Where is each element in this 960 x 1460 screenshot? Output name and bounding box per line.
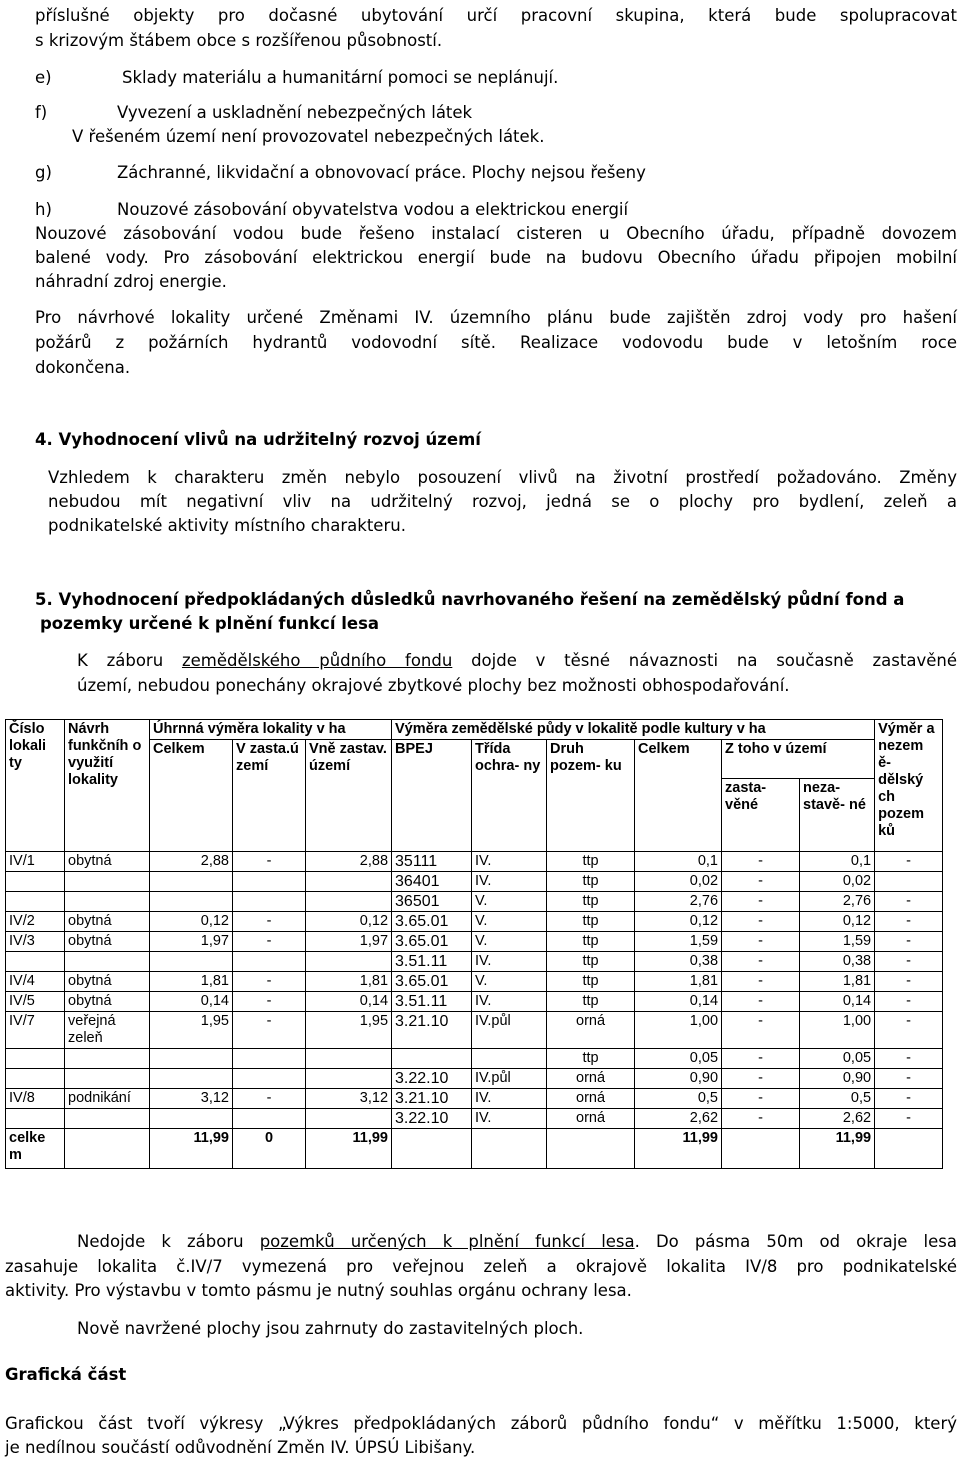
- cell-celkem: [150, 892, 233, 912]
- les-line-2: zasahuje lokalita č.IV/7 vymezená pro veřejnou zeleň a okrajově lokalita IV/8 pro podnikatelské: [5, 1257, 957, 1276]
- header-trida: Třída ochra- ny: [472, 740, 547, 852]
- cell-celkem-2: 0,05: [635, 1049, 722, 1069]
- cell-mimo-zast: [306, 952, 392, 972]
- cell-cislo: [6, 1109, 65, 1129]
- cell-navrh: obytná: [65, 932, 150, 952]
- cell-mimo-zast: [306, 892, 392, 912]
- item-h-line-5: požárů z požárních hydrantů vodovodní sítě. Realizace vodovodu bude v letošním roce: [35, 333, 957, 352]
- section-4-line-2: nebudou mít negativní vliv na udržitelný rozvoj, jedná se o plochy pro bydlení, zeleň a: [48, 492, 957, 511]
- cell-nezastavene: 0,02: [800, 872, 875, 892]
- item-h-line-1: Nouzové zásobování vodou bude řešeno instalací cisteren u Obecního úřadu, případně dovozem: [35, 224, 957, 243]
- cell-celkem-2: 0,90: [635, 1069, 722, 1089]
- header-nezem: Výměr a nezem ě- dělský ch pozem ků: [875, 720, 943, 852]
- cell-zastavene: -: [722, 912, 800, 932]
- cell-nezem: -: [875, 992, 943, 1012]
- cell-navrh: [65, 1049, 150, 1069]
- cell-trida: IV.: [472, 852, 547, 872]
- cell-nezastavene: 0,14: [800, 992, 875, 1012]
- cell-v-zast: -: [233, 992, 306, 1012]
- cell-nezem: -: [875, 852, 943, 872]
- cell-nezastavene: 0,05: [800, 1049, 875, 1069]
- table-row: [6, 1049, 943, 1069]
- cell-celkem: 3,12: [150, 1089, 233, 1109]
- cell-druh: ttp: [547, 992, 635, 1012]
- cell-trida: V.: [472, 932, 547, 952]
- cell-celkem-2: 1,59: [635, 932, 722, 952]
- table-row: [6, 932, 943, 952]
- item-f-text: Vyvezení a uskladnění nebezpečných látek: [117, 103, 473, 122]
- cell-celkem-2: 0,12: [635, 912, 722, 932]
- cell-nezastavene: 1,59: [800, 932, 875, 952]
- cell-zastavene: -: [722, 1109, 800, 1129]
- graficka-heading: Grafická část: [5, 1365, 127, 1384]
- cell-druh: orná: [547, 1012, 635, 1049]
- cell-celkem: 1,95: [150, 1012, 233, 1049]
- cell-cislo: IV/3: [6, 932, 65, 952]
- cell-mimo-zast: [306, 1109, 392, 1129]
- item-g-text: Záchranné, likvidační a obnovovací práce. Plochy nejsou řešeny: [117, 163, 646, 182]
- cell-celkem-2: 0,5: [635, 1089, 722, 1109]
- cell-nezem: -: [875, 892, 943, 912]
- cell-cislo: [6, 1049, 65, 1069]
- cell-celkem: [150, 952, 233, 972]
- cell-druh: ttp: [547, 892, 635, 912]
- cell-nezem: -: [875, 1109, 943, 1129]
- cell-celkem: 1,97: [150, 932, 233, 952]
- cell-nezastavene: 2,76: [800, 892, 875, 912]
- les-link-text: pozemků určených k plnění funkcí lesa: [259, 1232, 635, 1251]
- table-row: [6, 952, 943, 972]
- table-row: [6, 872, 943, 892]
- total-v-zast: 0: [233, 1129, 306, 1169]
- cell-druh: ttp: [547, 852, 635, 872]
- cell-trida: IV.půl: [472, 1012, 547, 1049]
- cell-zastavene: -: [722, 932, 800, 952]
- cell-v-zast: -: [233, 912, 306, 932]
- cell-v-zast: [233, 1069, 306, 1089]
- cell-nezastavene: 0,12: [800, 912, 875, 932]
- cell-trida: V.: [472, 912, 547, 932]
- cell-celkem: 2,88: [150, 852, 233, 872]
- cell-trida: V.: [472, 892, 547, 912]
- cell-celkem-2: 0,02: [635, 872, 722, 892]
- cell-bpej: [392, 1049, 472, 1069]
- cell-celkem: 0,14: [150, 992, 233, 1012]
- cell-celkem-2: 1,81: [635, 972, 722, 992]
- cell-nezem: -: [875, 1012, 943, 1049]
- total-celkem-2: 11,99: [635, 1129, 722, 1169]
- header-z-toho: Z toho v území: [722, 740, 875, 779]
- cell-navrh: [65, 952, 150, 972]
- section-5-heading-2: pozemky určené k plnění funkcí lesa: [40, 614, 380, 633]
- item-e-marker: e): [35, 68, 52, 87]
- item-h-line-6: dokončena.: [35, 358, 131, 377]
- cell-trida: IV.: [472, 992, 547, 1012]
- cell-zastavene: -: [722, 992, 800, 1012]
- cell-cislo: IV/4: [6, 972, 65, 992]
- header-bpej: BPEJ: [392, 740, 472, 852]
- cell-nezastavene: 0,38: [800, 952, 875, 972]
- cell-v-zast: [233, 872, 306, 892]
- cell-celkem-2: 0,1: [635, 852, 722, 872]
- cell-nezastavene: 0,1: [800, 852, 875, 872]
- cell-bpej: 3.51.11: [392, 992, 472, 1012]
- header-celkem-2: Celkem: [635, 740, 722, 852]
- table-row: [6, 912, 943, 932]
- cell-v-zast: -: [233, 932, 306, 952]
- cell-mimo-zast: 1,95: [306, 1012, 392, 1049]
- cell-navrh: obytná: [65, 992, 150, 1012]
- total-celkem: 11,99: [150, 1129, 233, 1169]
- cell-navrh: [65, 1069, 150, 1089]
- zpf-table: [5, 719, 943, 1169]
- cell-mimo-zast: [306, 1049, 392, 1069]
- cell-celkem: [150, 1109, 233, 1129]
- item-g-marker: g): [35, 163, 52, 182]
- header-vymera-zpf: Výměra zemědělské půdy v lokalitě podle kultury v ha: [392, 720, 875, 740]
- cell-navrh: veřejná zeleň: [65, 1012, 150, 1049]
- cell-nezem: -: [875, 1049, 943, 1069]
- header-druh: Druh pozem- ku: [547, 740, 635, 852]
- cell-zastavene: -: [722, 852, 800, 872]
- item-f-detail: V řešeném území není provozovatel nebezpečných látek.: [72, 127, 545, 146]
- cell-bpej: 36501: [392, 892, 472, 912]
- cell-nezastavene: 1,00: [800, 1012, 875, 1049]
- cell-mimo-zast: [306, 1069, 392, 1089]
- cell-trida: IV.: [472, 952, 547, 972]
- cell-druh: orná: [547, 1069, 635, 1089]
- table-row: [6, 1109, 943, 1129]
- header-v-zast: V zasta.ú zemí: [233, 740, 306, 852]
- total-nezast: 11,99: [800, 1129, 875, 1169]
- section-5-paragraph-line-2: území, nebudou ponechány okrajové zbytkové plochy bez možnosti obhospodařování.: [77, 676, 790, 695]
- cell-v-zast: [233, 1049, 306, 1069]
- cell-druh: ttp: [547, 912, 635, 932]
- cell-bpej: 36401: [392, 872, 472, 892]
- header-zastavene: zasta- věné: [722, 779, 800, 852]
- les-line-1: Nedojde k záboru pozemků určených k plnění funkcí lesa. Do pásma 50m od okraje lesa: [77, 1232, 957, 1251]
- cell-nezastavene: 0,90: [800, 1069, 875, 1089]
- total-label: celke m: [6, 1129, 65, 1169]
- cell-nezem: -: [875, 912, 943, 932]
- section-4-heading: 4. Vyhodnocení vlivů na udržitelný rozvoj území: [35, 430, 481, 449]
- cell-nezastavene: 1,81: [800, 972, 875, 992]
- item-h-line-3: náhradní zdroj energie.: [35, 272, 227, 291]
- cell-nezem: -: [875, 932, 943, 952]
- cell-nezastavene: 2,62: [800, 1109, 875, 1129]
- cell-v-zast: -: [233, 852, 306, 872]
- cell-zastavene: -: [722, 1049, 800, 1069]
- cell-celkem-2: 0,14: [635, 992, 722, 1012]
- cell-cislo: [6, 1069, 65, 1089]
- cell-celkem-2: 1,00: [635, 1012, 722, 1049]
- cell-bpej: 3.22.10: [392, 1069, 472, 1089]
- cell-zastavene: -: [722, 1012, 800, 1049]
- cell-cislo: IV/7: [6, 1012, 65, 1049]
- cell-cislo: [6, 892, 65, 912]
- cell-bpej: 35111: [392, 852, 472, 872]
- cell-navrh: obytná: [65, 912, 150, 932]
- cell-zastavene: -: [722, 892, 800, 912]
- table-row: [6, 852, 943, 872]
- cell-bpej: 3.22.10: [392, 1109, 472, 1129]
- header-navrh: Návrh funkčníh o využití lokality: [65, 720, 150, 852]
- cell-druh: ttp: [547, 1049, 635, 1069]
- header-cislo: Číslo lokali ty: [6, 720, 65, 852]
- cell-cislo: IV/8: [6, 1089, 65, 1109]
- cell-druh: ttp: [547, 872, 635, 892]
- cell-zastavene: -: [722, 972, 800, 992]
- cell-mimo-zast: 0,12: [306, 912, 392, 932]
- cell-bpej: 3.65.01: [392, 912, 472, 932]
- intro-line-2: s krizovým štábem obce s rozšířenou působností.: [35, 31, 443, 50]
- header-celkem: Celkem: [150, 740, 233, 852]
- cell-cislo: [6, 872, 65, 892]
- cell-trida: IV.půl: [472, 1069, 547, 1089]
- cell-navrh: podnikání: [65, 1089, 150, 1109]
- intro-line-1: příslušné objekty pro dočasné ubytování určí pracovní skupina, která bude spolupracovat: [35, 6, 957, 25]
- cell-zastavene: -: [722, 1089, 800, 1109]
- cell-nezem: -: [875, 1089, 943, 1109]
- cell-celkem: 1,81: [150, 972, 233, 992]
- section-5-heading-1: 5. Vyhodnocení předpokládaných důsledků navrhovaného řešení na zemědělský půdní fond a: [35, 590, 905, 609]
- cell-celkem-2: 0,38: [635, 952, 722, 972]
- cell-druh: orná: [547, 1109, 635, 1129]
- cell-mimo-zast: 1,81: [306, 972, 392, 992]
- cell-celkem: 0,12: [150, 912, 233, 932]
- cell-navrh: [65, 872, 150, 892]
- cell-druh: ttp: [547, 972, 635, 992]
- cell-cislo: [6, 952, 65, 972]
- cell-v-zast: -: [233, 1012, 306, 1049]
- cell-mimo-zast: 1,97: [306, 932, 392, 952]
- table-row: [6, 1012, 943, 1049]
- cell-trida: IV.: [472, 1109, 547, 1129]
- cell-trida: IV.: [472, 872, 547, 892]
- cell-bpej: 3.21.10: [392, 1089, 472, 1109]
- les-line-4: Nově navržené plochy jsou zahrnuty do zastavitelných ploch.: [77, 1319, 584, 1338]
- cell-nezem: -: [875, 972, 943, 992]
- item-h-text: Nouzové zásobování obyvatelstva vodou a elektrickou energií: [117, 200, 629, 219]
- cell-mimo-zast: 2,88: [306, 852, 392, 872]
- cell-mimo-zast: 0,14: [306, 992, 392, 1012]
- cell-zastavene: -: [722, 872, 800, 892]
- table-row: [6, 992, 943, 1012]
- cell-navrh: obytná: [65, 852, 150, 872]
- cell-navrh: [65, 1109, 150, 1129]
- cell-druh: ttp: [547, 932, 635, 952]
- cell-v-zast: [233, 892, 306, 912]
- cell-cislo: IV/5: [6, 992, 65, 1012]
- cell-nezem: -: [875, 952, 943, 972]
- item-e-text: Sklady materiálu a humanitární pomoci se neplánují.: [122, 68, 559, 87]
- header-uhrnna: Úhrnná výměra lokality v ha: [150, 720, 392, 740]
- cell-celkem: [150, 872, 233, 892]
- cell-v-zast: [233, 952, 306, 972]
- item-h-line-4: Pro návrhové lokality určené Změnami IV. územního plánu bude zajištěn zdroj vody pro hašení: [35, 308, 957, 327]
- cell-cislo: IV/2: [6, 912, 65, 932]
- cell-nezastavene: 0,5: [800, 1089, 875, 1109]
- cell-mimo-zast: 3,12: [306, 1089, 392, 1109]
- les-line-3: aktivity. Pro výstavbu v tomto pásmu je nutný souhlas orgánu ochrany lesa.: [5, 1281, 632, 1300]
- cell-zastavene: -: [722, 1069, 800, 1089]
- cell-celkem: [150, 1049, 233, 1069]
- cell-v-zast: -: [233, 1089, 306, 1109]
- item-f-marker: f): [35, 103, 48, 122]
- cell-nezem: -: [875, 1069, 943, 1089]
- table-row: [6, 892, 943, 912]
- cell-mimo-zast: [306, 872, 392, 892]
- cell-bpej: 3.51.11: [392, 952, 472, 972]
- cell-v-zast: [233, 1109, 306, 1129]
- section-5-paragraph-line-1: K záboru zemědělského půdního fondu dojde v těsné návaznosti na současně zastavěné: [77, 651, 957, 670]
- cell-v-zast: -: [233, 972, 306, 992]
- item-h-marker: h): [35, 200, 52, 219]
- total-mimo: 11,99: [306, 1129, 392, 1169]
- cell-nezem: [875, 872, 943, 892]
- cell-bpej: 3.65.01: [392, 972, 472, 992]
- cell-trida: V.: [472, 972, 547, 992]
- cell-celkem-2: 2,76: [635, 892, 722, 912]
- table-row: [6, 1069, 943, 1089]
- graficka-line-2: je nedílnou součástí odůvodnění Změn IV. ÚPSÚ Libišany.: [5, 1438, 476, 1457]
- cell-cislo: IV/1: [6, 852, 65, 872]
- cell-celkem: [150, 1069, 233, 1089]
- cell-bpej: 3.65.01: [392, 932, 472, 952]
- header-nezastavene: neza- stavě- né: [800, 779, 875, 852]
- item-h-line-2: balené vody. Pro zásobování elektrickou energií bude na budovu Obecního úřadu připojen mobilní: [35, 248, 957, 267]
- cell-druh: orná: [547, 1089, 635, 1109]
- zpf-link-text: zemědělského půdního fondu: [181, 651, 453, 670]
- cell-navrh: [65, 892, 150, 912]
- section-4-line-1: Vzhledem k charakteru změn nebylo posouzení vlivů na životní prostředí požadováno. Změny: [48, 468, 957, 487]
- section-4-line-3: podnikatelské aktivity místního charakteru.: [48, 516, 406, 535]
- table-row: [6, 972, 943, 992]
- graficka-line-1: Grafickou část tvoří výkresy „Výkres předpokládaných záborů půdního fondu“ v měřítku 1:5000, který: [5, 1414, 957, 1433]
- header-mimo-zast: Vně zastav. území: [306, 740, 392, 852]
- cell-trida: [472, 1049, 547, 1069]
- cell-druh: ttp: [547, 952, 635, 972]
- cell-celkem-2: 2,62: [635, 1109, 722, 1129]
- table-row: [6, 1089, 943, 1109]
- cell-bpej: 3.21.10: [392, 1012, 472, 1049]
- cell-zastavene: -: [722, 952, 800, 972]
- cell-trida: IV.: [472, 1089, 547, 1109]
- cell-navrh: obytná: [65, 972, 150, 992]
